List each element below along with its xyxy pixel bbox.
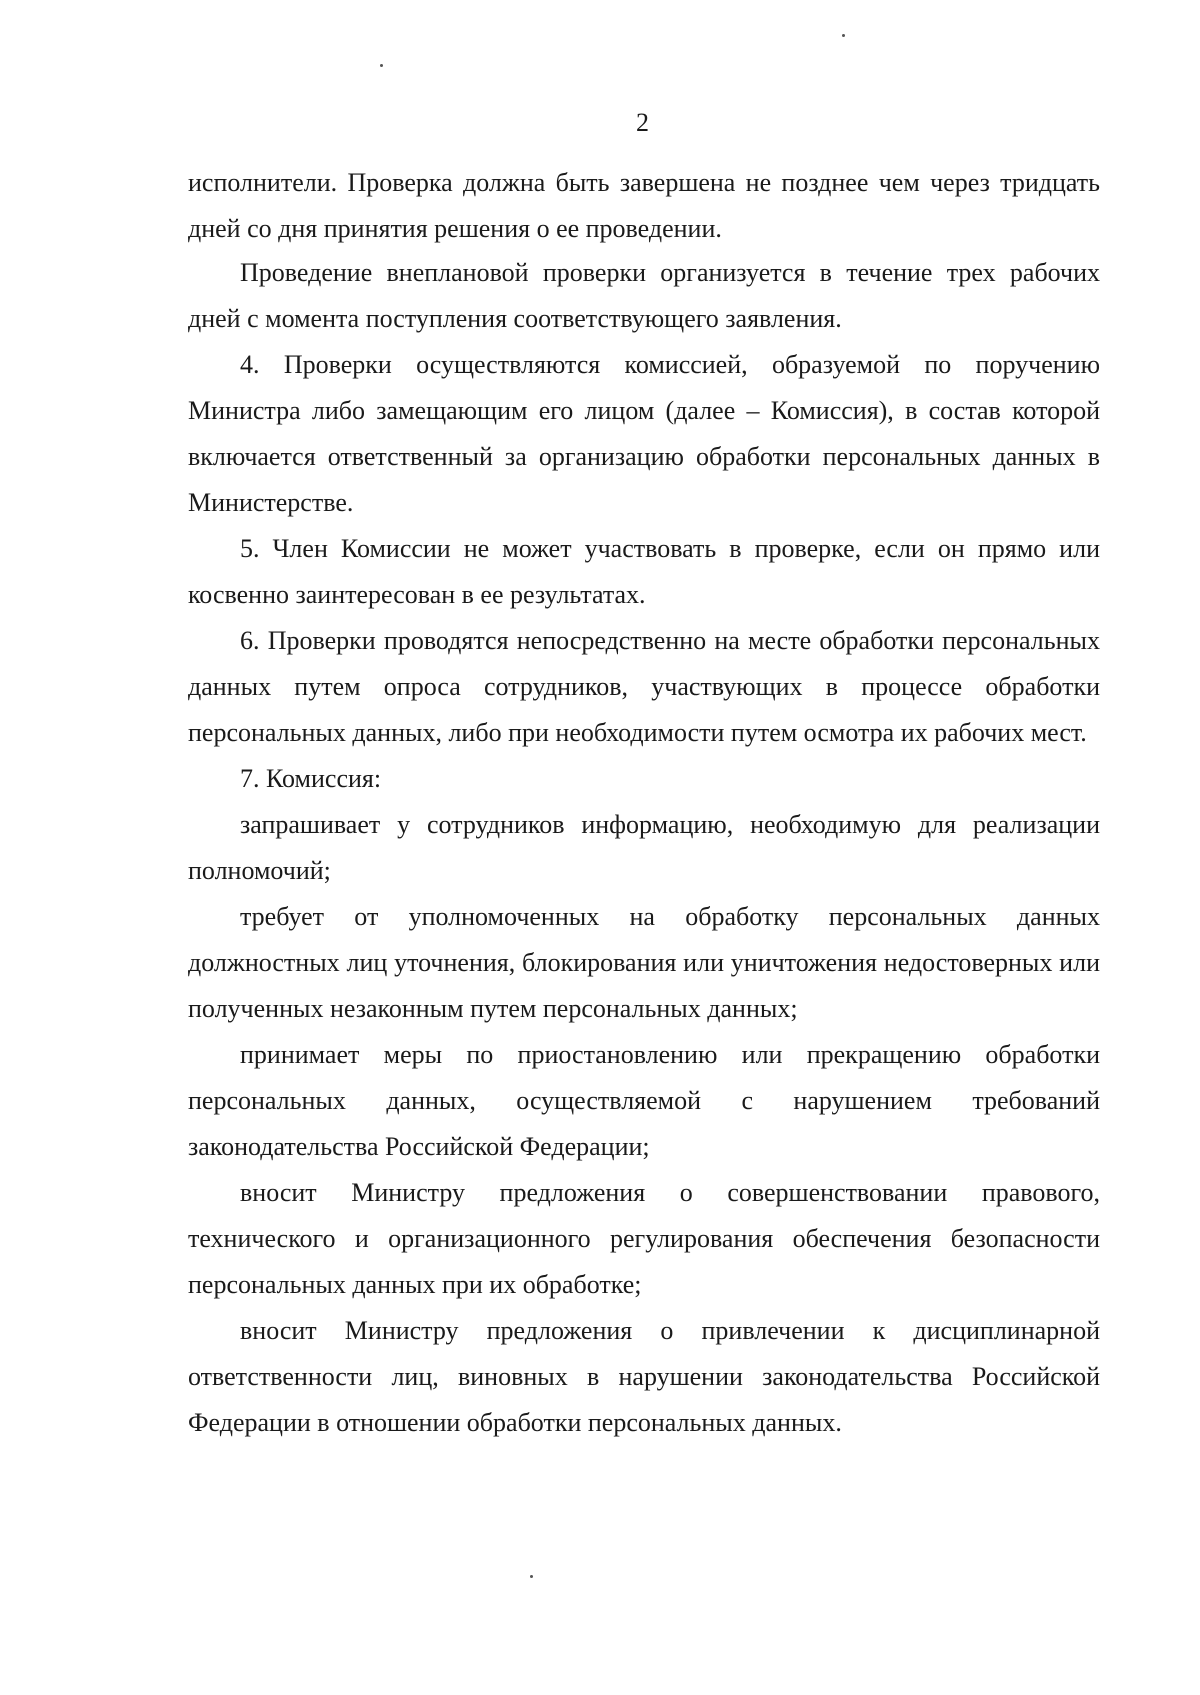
commission-duty-propose-improvements: вносит Министру предложения о совершенствовании правового, технического и организационного регулирования обеспечения безопасности персональных данных при их обработке; (188, 1178, 1100, 1299)
paragraph-6: 6. Проверки проводятся непосредственно на месте обработки персональных данных путем опроса сотрудников, участвующих в процессе обработки персональных данных, либо при необходимости путем осмотра их рабочих мест. (188, 626, 1100, 747)
document-body (188, 160, 1100, 1446)
commission-duty-propose-liability: вносит Министру предложения о привлечении к дисциплинарной ответственности лиц, виновных в нарушении законодательства Российской Федерации в отношении обработки персональных данных. (188, 1316, 1100, 1437)
scan-speck (530, 1575, 533, 1578)
commission-duty-request-info: запрашивает у сотрудников информацию, необходимую для реализации полномочий; (188, 810, 1100, 885)
page-number: 2 (636, 108, 649, 137)
paragraph-4: 4. Проверки осуществляются комиссией, образуемой по поручению Министра либо замещающим его лицом (далее – Комиссия), в состав которой включается ответственный за организацию обработки персональных данных в Министерстве. (188, 350, 1100, 517)
paragraph-continuation: исполнители. Проверка должна быть завершена не позднее чем через тридцать дней со дня принятия решения о ее проведении. (188, 168, 1100, 243)
scan-speck (380, 64, 383, 67)
paragraph-unscheduled-check: Проведение внеплановой проверки организуется в течение трех рабочих дней с момента поступления соответствующего заявления. (188, 258, 1100, 333)
commission-duty-require-clarification: требует от уполномоченных на обработку персональных данных должностных лиц уточнения, блокирования или уничтожения недостоверных или полученных незаконным путем персональных данных; (188, 902, 1100, 1023)
paragraph-5: 5. Член Комиссии не может участвовать в проверке, если он прямо или косвенно заинтересован в ее результатах. (188, 534, 1100, 609)
commission-duty-suspend-processing: принимает меры по приостановлению или прекращению обработки персональных данных, осуществляемой с нарушением требований законодательства Российской Федерации; (188, 1040, 1100, 1161)
scan-speck (842, 34, 845, 37)
paragraph-7-heading: 7. Комиссия: (240, 764, 382, 793)
